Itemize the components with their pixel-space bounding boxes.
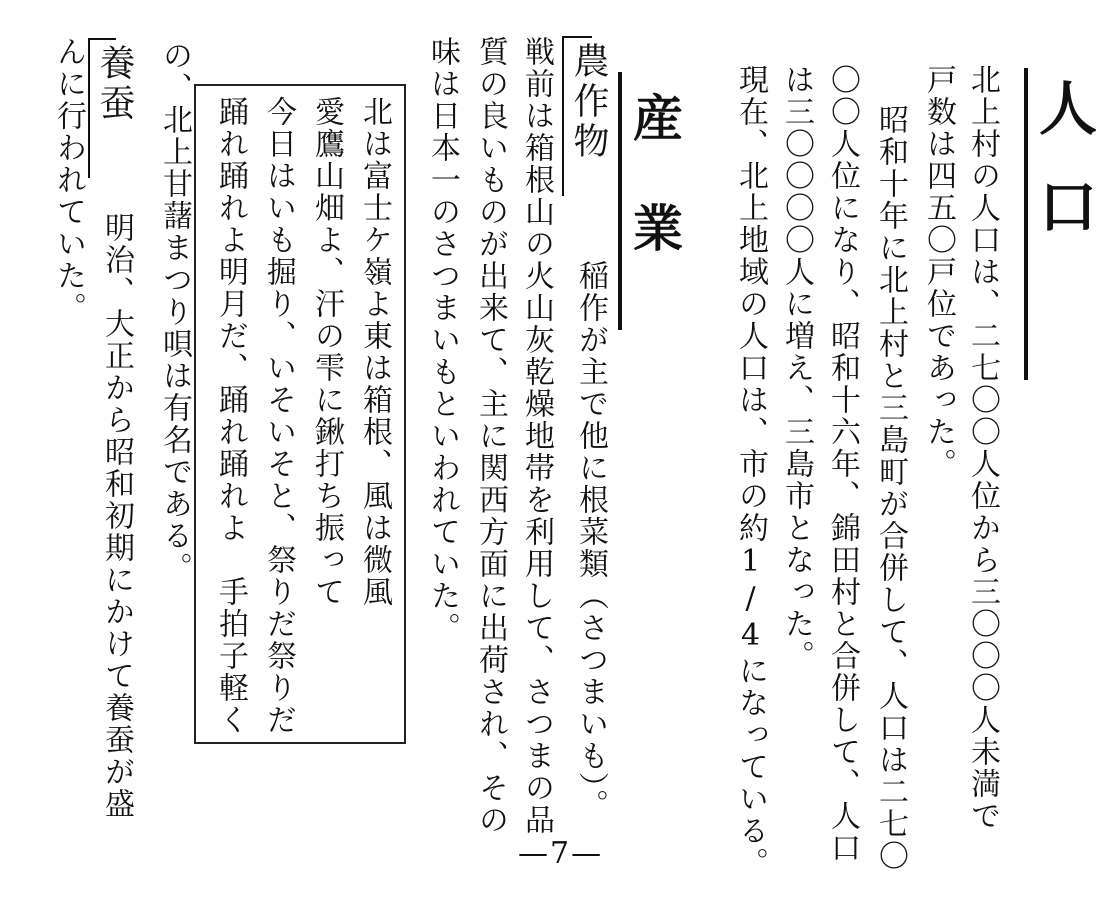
festival-song-line-2: 愛鷹山畑よ、汗の雫に鍬打ち振って [309,96,344,608]
sericulture-line-2: んに行われていた。 [51,36,86,324]
population-heading-bar [1024,68,1028,380]
population-line-1: 北上村の人口は、二七〇〇人位から三〇〇〇人未満で [965,64,1000,832]
population-line-2: 戸数は四五〇戸位であった。 [921,64,956,480]
crops-subheading-topline [562,36,592,38]
sericulture-subheading-topline [88,38,116,40]
page-number: —7— [518,836,604,871]
sericulture-subheading: 養蚕 [94,44,135,124]
crops-subheading-bar [562,36,564,196]
crops-line-1: 稲作が主で他に根菜類（さつまいも）。 [573,228,608,821]
population-heading: 人口 [1029,78,1097,274]
festival-song-line-1: 北は富士ケ嶺よ東は箱根、風は微風 [357,96,392,608]
population-line-6: 現在、北上地域の人口は、市の約1/4になっている。 [733,64,768,879]
industry-heading-bar [618,72,622,330]
population-line-4: 〇〇人位になり、昭和十六年、錦田村と合併して、人口 [825,64,860,864]
population-line-5: は三〇〇〇〇人に増え、三島市となった。 [779,64,814,672]
industry-heading: 産業 [625,92,684,312]
crops-subheading: 農作物 [568,42,609,162]
population-line-3: 昭和十年に北上村と三島町が合併して、人口は二七〇 [873,104,908,872]
crops-line-3: 質の良いものが出来て、主に関西方面に出荷され、その [473,36,508,836]
festival-song-line-4: 踊れ踊れよ明月だ、踊れ踊れよ 手拍子軽く [213,96,248,736]
sericulture-line-1: 明治、大正から昭和初期にかけて養蚕が盛 [99,180,134,820]
crops-line-4: 味は日本一のさつまいもといわれていた。 [425,36,460,644]
crops-line-2: 戦前は箱根山の火山灰乾燥地帯を利用して、さつまの品 [519,36,554,836]
festival-song-line-3: 今日はいも掘り、いそいそと、祭りだ祭りだ [261,96,296,736]
song-caption: の、北上甘藷まつり唄は有名である。 [157,40,192,584]
